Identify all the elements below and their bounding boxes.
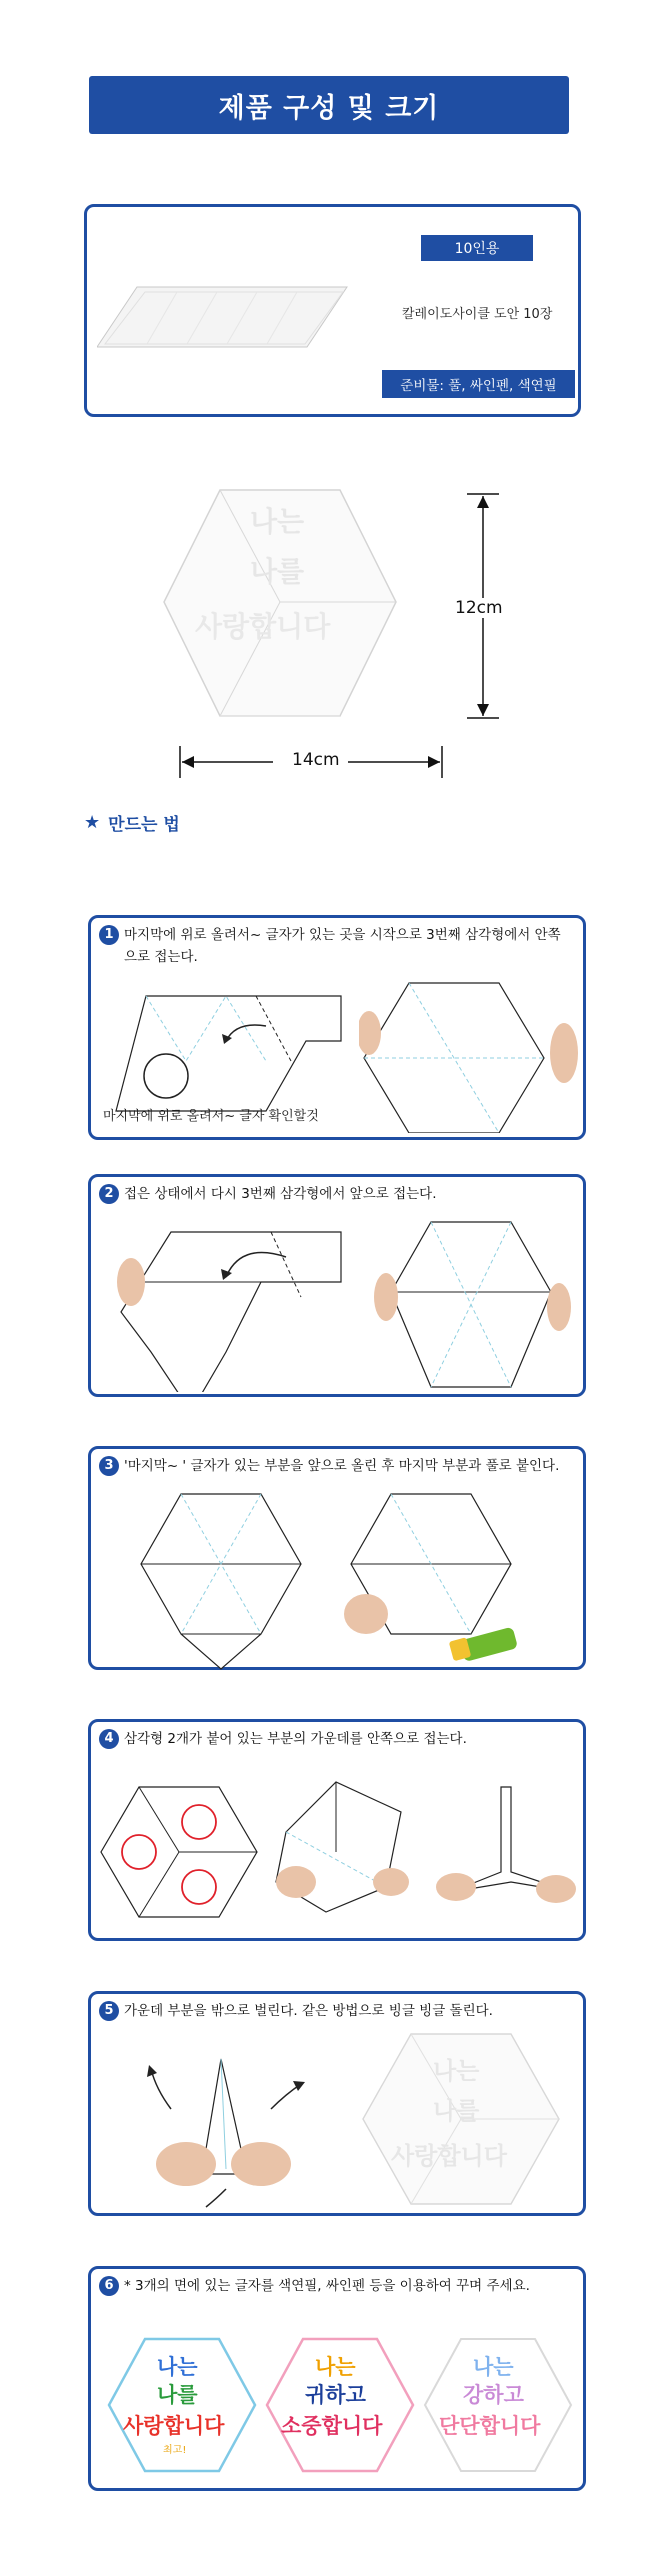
- step-5-label: 가운데 부분을 밖으로 벌린다. 같은 방법으로 빙글 빙글 돌린다.: [124, 2003, 493, 2019]
- step-5-illustration-hexagon: [361, 2024, 561, 2214]
- step-3-label: '마지막~ ' 글자가 있는 부분을 앞으로 올린 후 마지막 부분과 풀로 붙인다.: [124, 1458, 560, 1474]
- step-1-illustration-strip: [96, 986, 346, 1116]
- template-text-2: 나를: [250, 555, 305, 588]
- step-2-number: 2: [99, 1184, 119, 1204]
- size-diagram: [160, 480, 500, 780]
- step-4-illustration-b: [266, 1772, 416, 1922]
- step-6-box: [88, 2266, 586, 2491]
- product-box: [84, 204, 581, 417]
- example-3-line2: 강하고: [463, 2383, 524, 2407]
- step-5-hex-text-2: 나를: [433, 2097, 480, 2125]
- step-2-text: [99, 1183, 569, 1205]
- step-5-number: 5: [99, 2001, 119, 2021]
- step-1-box: [88, 915, 586, 1140]
- step-1-text: [99, 924, 569, 968]
- step-4-box: [88, 1719, 586, 1941]
- step-1-number: 1: [99, 925, 119, 945]
- product-paper-illustration: [97, 262, 357, 382]
- howto-heading: [84, 810, 180, 835]
- step-3-illustration-b: [331, 1484, 531, 1674]
- step-2-illustration-folded: [371, 1217, 571, 1397]
- height-label: 12cm: [455, 598, 503, 618]
- step-2-illustration-strip: [111, 1222, 351, 1392]
- example-2-line3: 소중합니다: [281, 2414, 383, 2438]
- star-icon: ★: [84, 812, 101, 833]
- example-1-line3: 사랑합니다: [123, 2414, 225, 2438]
- example-1-line2: 나를: [157, 2383, 198, 2407]
- howto-heading-text: 만드는 법: [108, 815, 180, 835]
- step-4-illustration-a: [99, 1777, 259, 1927]
- step-4-text: [99, 1728, 569, 1750]
- product-item-text: 칼레이도사이클 도안 10장: [402, 307, 553, 322]
- example-3-line3: 단단합니다: [439, 2414, 541, 2438]
- example-2-line1: 나는: [315, 2355, 356, 2379]
- template-text-3: 사랑합니다: [195, 610, 331, 643]
- step-4-label: 삼각형 2개가 붙어 있는 부분의 가운데를 안쪽으로 접는다.: [124, 1731, 467, 1747]
- example-1-sub: 최고!: [163, 2445, 187, 2456]
- step-5-box: [88, 1991, 586, 2216]
- width-label: 14cm: [292, 750, 340, 770]
- step-6-text: [99, 2275, 579, 2297]
- step-3-illustration-a: [131, 1484, 311, 1674]
- step-4-illustration-c: [431, 1777, 581, 1917]
- step-6-label: * 3개의 면에 있는 글자를 색연필, 싸인펜 등을 이용하여 꾸며 주세요.: [124, 2278, 530, 2294]
- example-3-line1: 나는: [473, 2355, 514, 2379]
- step-3-number: 3: [99, 1456, 119, 1476]
- example-1-line1: 나는: [157, 2355, 198, 2379]
- product-count-badge: 10인용: [421, 235, 533, 261]
- step-1-note: 마지막에 위로 올려서~ 글자 확인할것: [103, 1109, 319, 1124]
- step-5-illustration-hands: [131, 2039, 311, 2209]
- step-3-text: [99, 1455, 579, 1477]
- step-1-label: 마지막에 위로 올려서~ 글자가 있는 곳을 시작으로 3번째 삼각형에서 안쪽으로 접는다.: [124, 927, 561, 965]
- step-2-box: [88, 1174, 586, 1397]
- example-2-line2: 귀하고: [305, 2383, 366, 2407]
- template-text-1: 나는: [250, 505, 305, 538]
- step-1-illustration-folded: [359, 973, 579, 1133]
- step-4-number: 4: [99, 1729, 119, 1749]
- step-5-text: [99, 2000, 579, 2022]
- step-6-number: 6: [99, 2276, 119, 2296]
- step-3-box: [88, 1446, 586, 1670]
- step-5-hex-text-1: 나는: [433, 2057, 480, 2085]
- page-title: 제품 구성 및 크기: [89, 76, 569, 134]
- step-2-label: 접은 상태에서 다시 3번째 삼각형에서 앞으로 접는다.: [124, 1186, 437, 1202]
- materials-badge: 준비물: 풀, 싸인펜, 색연필: [382, 370, 575, 398]
- step-5-hex-text-3: 사랑합니다: [391, 2142, 507, 2170]
